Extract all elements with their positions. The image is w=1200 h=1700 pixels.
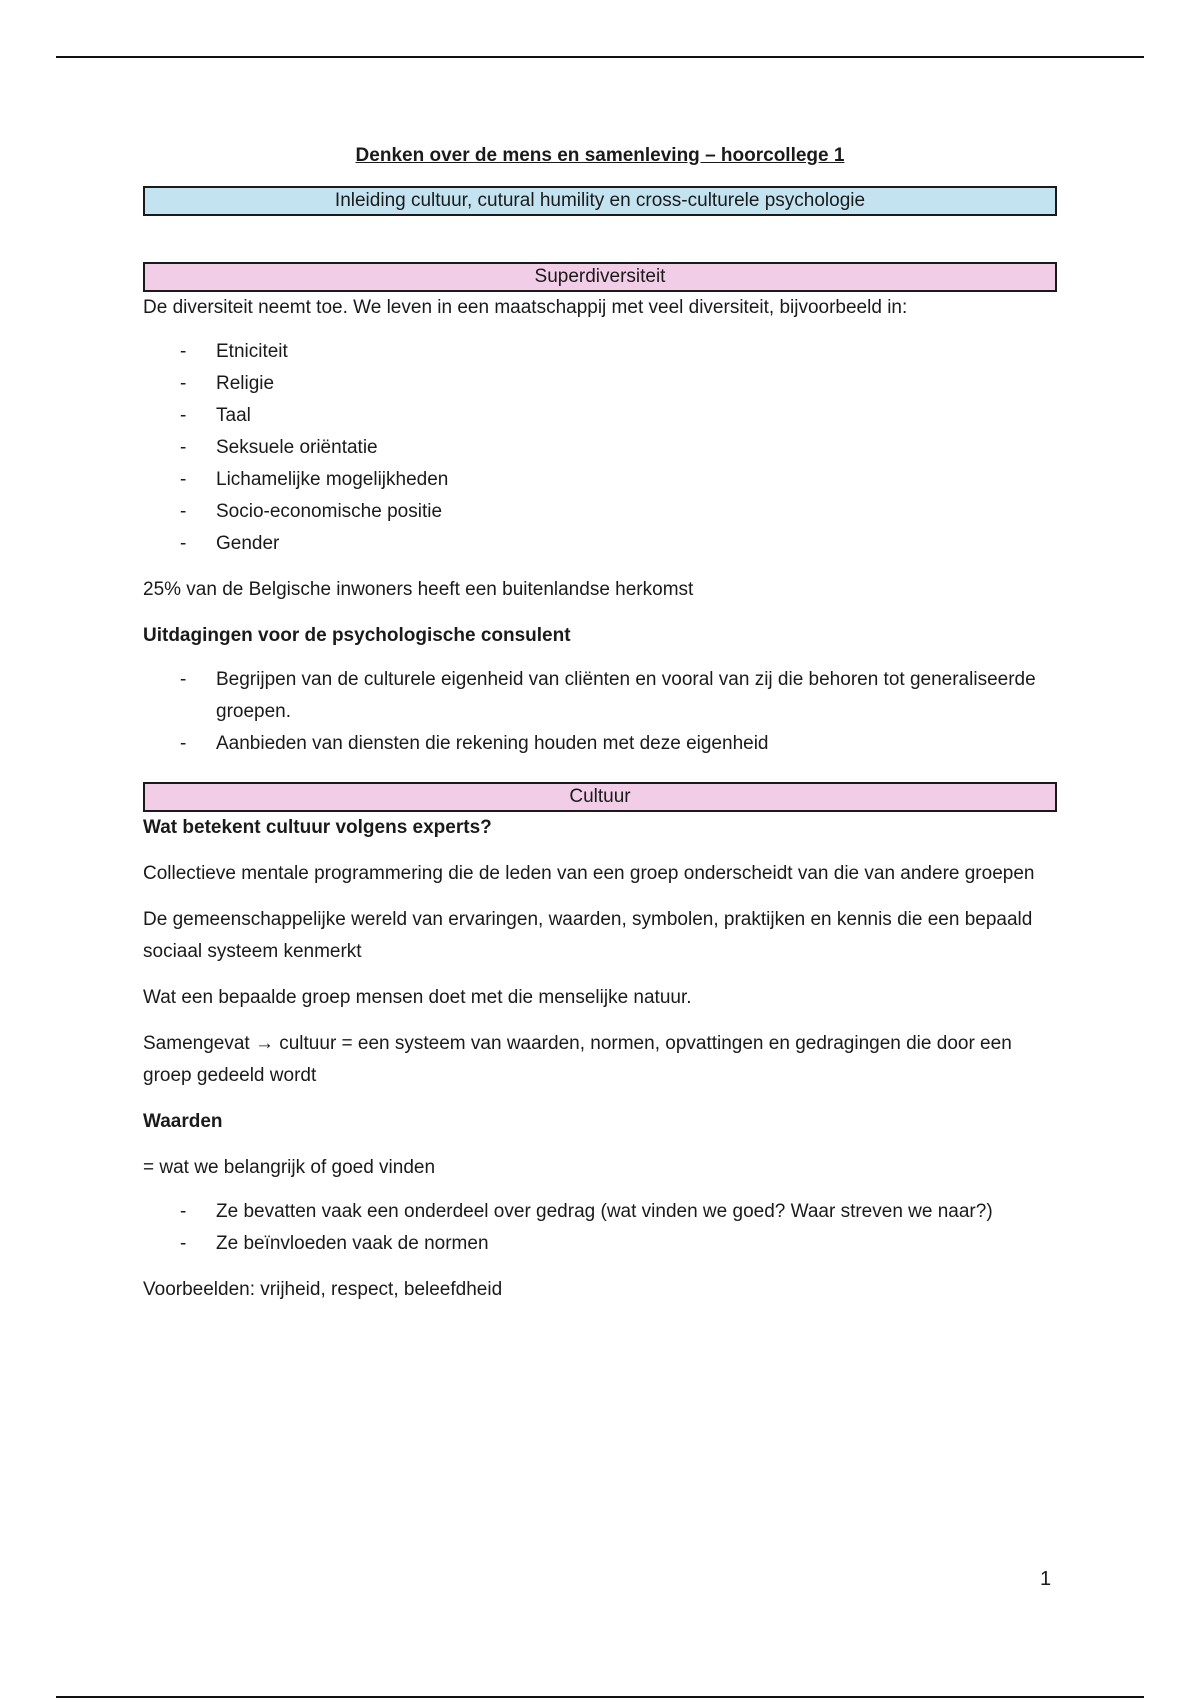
list-item: - Aanbieden van diensten die rekening houden met deze eigenheid <box>143 728 1057 760</box>
cultuur-summary: Samengevat → cultuur = een systeem van waarden, normen, opvattingen en gedragingen die door een groep gedeeld wordt <box>143 1033 1012 1086</box>
list-item: - Religie <box>143 368 1057 400</box>
intro-banner: Inleiding cultuur, cutural humility en cross-culturele psychologie <box>143 186 1057 216</box>
list-item: - Lichamelijke mogelijkheden <box>143 464 1057 496</box>
cultuur-definition: Wat een bepaalde groep mensen doet met die menselijke natuur. <box>143 987 692 1008</box>
section-heading-superdiversiteit: Superdiversiteit <box>143 262 1057 292</box>
waarden-heading: Waarden <box>143 1111 223 1132</box>
list-item: - Socio-economische positie <box>143 496 1057 528</box>
cultuur-definition: De gemeenschappelijke wereld van ervaringen, waarden, symbolen, praktijken en kennis die een bepaald sociaal systeem kenmerkt <box>143 909 1033 962</box>
list-item: - Seksuele oriëntatie <box>143 432 1057 464</box>
challenges-list <box>143 664 1057 760</box>
herkomst-statistic: 25% van de Belgische inwoners heeft een buitenlandse herkomst <box>143 579 694 600</box>
list-item: - Etniciteit <box>143 336 1057 368</box>
page-number: 1 <box>1040 1568 1052 1590</box>
document-title: Denken over de mens en samenleving – hoorcollege 1 <box>355 145 845 166</box>
document-body <box>143 140 1057 1306</box>
diversity-list <box>143 336 1057 560</box>
list-item: - Ze bevatten vaak een onderdeel over gedrag (wat vinden we goed? Waar streven we naar?) <box>143 1196 1057 1228</box>
list-item: - Taal <box>143 400 1057 432</box>
section-heading-cultuur: Cultuur <box>143 782 1057 812</box>
challenges-heading: Uitdagingen voor de psychologische consulent <box>143 625 571 646</box>
page-bottom-rule <box>56 1696 1144 1698</box>
page-top-rule <box>56 56 1144 58</box>
superdiversiteit-intro: De diversiteit neemt toe. We leven in een maatschappij met veel diversiteit, bijvoorbeeld in: <box>143 297 908 318</box>
list-item: - Ze beïnvloeden vaak de normen <box>143 1228 1057 1260</box>
waarden-examples: Voorbeelden: vrijheid, respect, beleefdheid <box>143 1279 503 1300</box>
list-item: - Begrijpen van de culturele eigenheid van cliënten en vooral van zij die behoren tot generaliseerde groepen. <box>143 664 1057 728</box>
list-item: - Gender <box>143 528 1057 560</box>
waarden-list <box>143 1196 1057 1260</box>
waarden-definition: = wat we belangrijk of goed vinden <box>143 1157 436 1178</box>
cultuur-definition: Collectieve mentale programmering die de leden van een groep onderscheidt van die van andere groepen <box>143 863 1035 884</box>
cultuur-question: Wat betekent cultuur volgens experts? <box>143 817 492 838</box>
